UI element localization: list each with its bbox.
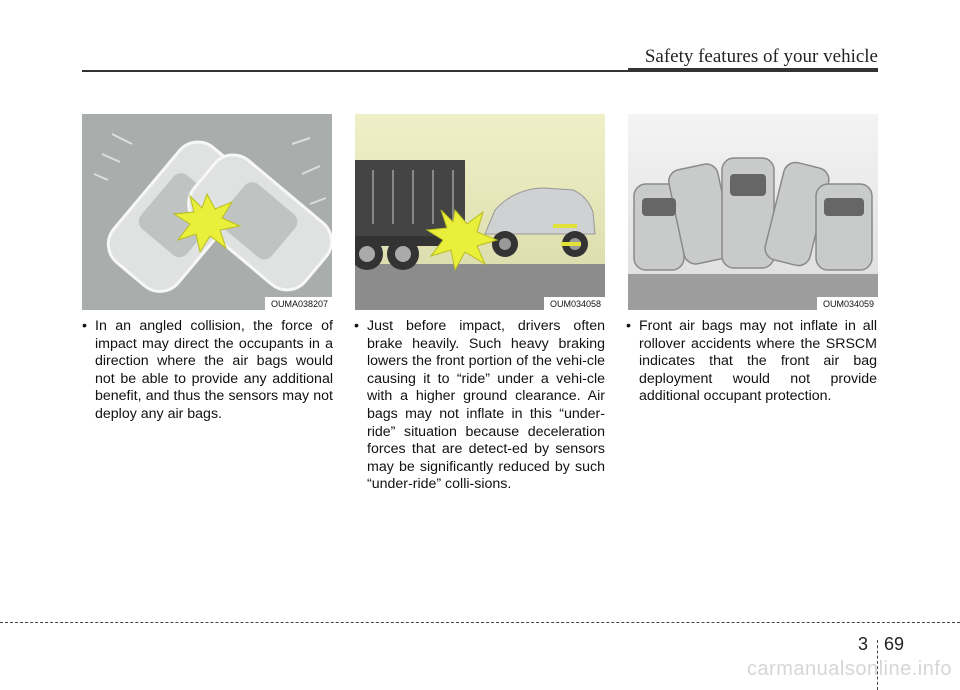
- under-ride-illustration: [355, 114, 605, 310]
- header-rule-accent: [628, 68, 878, 72]
- page-number: 69: [884, 634, 905, 654]
- figure-rollover: [628, 114, 878, 310]
- paragraph-angled-collision: In an angled collision, the force of impact may direct the occupants in a direction where the air bags would not be able to provide any additional benefit, and thus the sensors may not deploy any air bags.: [95, 318, 333, 422]
- figure-code: OUM034059: [817, 297, 878, 310]
- figure-code: OUM034058: [544, 297, 605, 310]
- rollover-illustration: [628, 114, 878, 310]
- paragraph-rollover: Front air bags may not inflate in all rollover accidents where the SRSCM indicates that the front air bag deployment would not provide additional occupant protection.: [639, 318, 877, 405]
- figure-under-ride: [355, 114, 605, 310]
- chapter-number: 3: [858, 634, 869, 654]
- figure-angled-collision: [82, 114, 332, 310]
- paragraph-under-ride: Just before impact, drivers often brake heavily. Such heavy braking lowers the front portion of the vehi-cle causing it to “ride” under a vehi-cle with a higher ground clearance. Air bags may not inflate in this “under-ride” situation because deceleration forces that are detect-ed by sensors may be significantly reduced by such “under-ride” colli-sions.: [367, 318, 605, 493]
- text-column-1: [82, 318, 333, 424]
- figure-code: OUMA038207: [265, 297, 332, 310]
- header-title: Safety features of your vehicle: [644, 46, 878, 67]
- angled-collision-illustration: [82, 114, 332, 310]
- text-column-2: [354, 318, 605, 494]
- footer-rule: [0, 622, 960, 623]
- watermark: carmanualsonline.info: [746, 658, 952, 680]
- bullet: •: [354, 318, 359, 334]
- bullet: •: [626, 318, 631, 334]
- text-column-3: [626, 318, 877, 406]
- bullet: •: [82, 318, 87, 334]
